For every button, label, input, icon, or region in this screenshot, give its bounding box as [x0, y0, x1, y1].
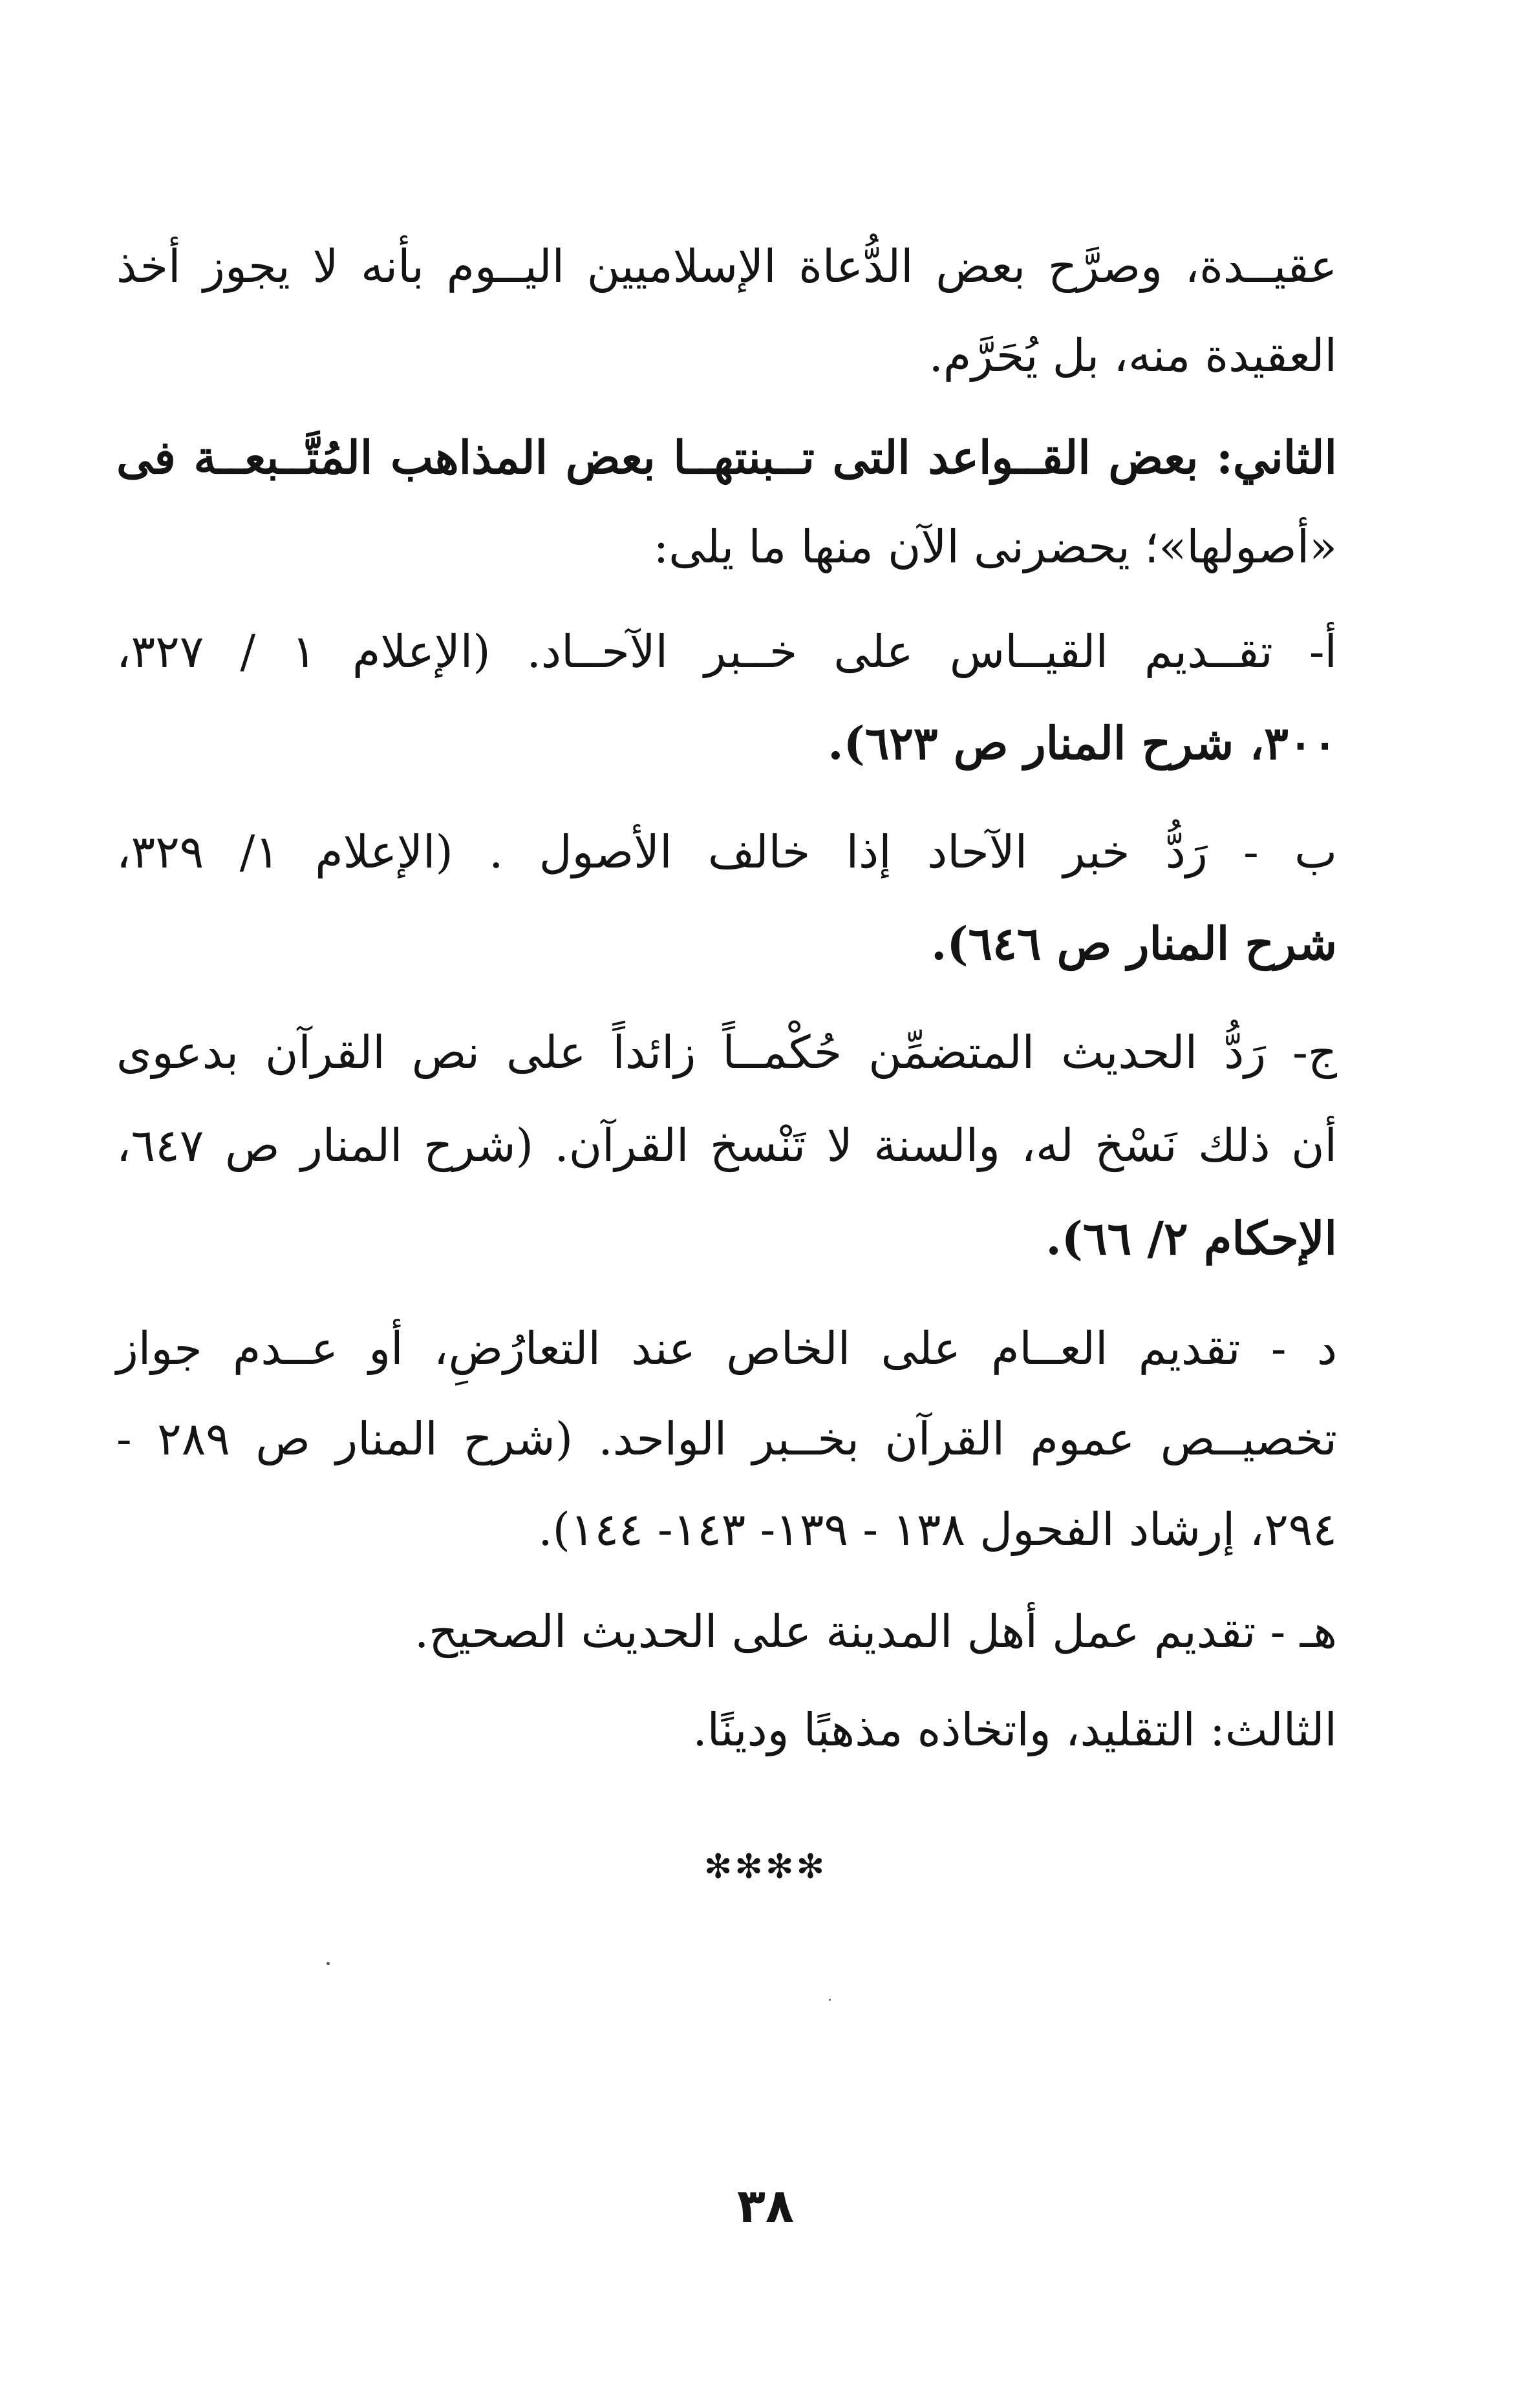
- text-line-5: أ- تقــديم القيــاس على خــبر الآحــاد. (الإعلام ١ / ٣٢٧،: [116, 625, 1337, 678]
- section-divider-asterisks: ✻✻✻✻: [703, 1848, 828, 1886]
- text-line-9: ج- رَدُّ الحديث المتضمِّن حُكْمــاً زائداً على نص القرآن بدعوى: [116, 1026, 1337, 1079]
- text-line-11: الإحكام ٢/ ٦٦).: [1045, 1211, 1337, 1265]
- text-line-3: الثاني: بعض القــواعد التى تــبنتهــا بعض المذاهب المُتَّــبعــة فى: [116, 431, 1337, 484]
- text-line-6: ٣٠٠، شرح المنار ص ٦٢٣).: [828, 716, 1337, 770]
- text-line-2: العقيدة منه، بل يُحَرَّم.: [928, 329, 1337, 382]
- text-line-14: ٢٩٤، إرشاد الفحول ١٣٨ - ١٣٩- ١٤٣- ١٤٤).: [538, 1503, 1337, 1556]
- scan-speck: [327, 1962, 330, 1965]
- text-line-10: أن ذلك نَسْخ له، والسنة لا تَنْسخ القرآن. (شرح المنار ص ٦٤٧،: [116, 1119, 1337, 1172]
- text-line-4: «أصولها»؛ يحضرنى الآن منها ما يلى:: [653, 520, 1337, 573]
- text-line-8: شرح المنار ص ٦٤٦).: [931, 917, 1337, 970]
- text-line-1: عقيــدة، وصرَّح بعض الدُّعاة الإسلاميين اليــوم بأنه لا يجوز أخذ: [116, 240, 1337, 293]
- text-line-15: هـ - تقديم عمل أهل المدينة على الحديث الصحيح.: [414, 1605, 1337, 1658]
- text-line-13: تخصيــص عموم القرآن بخــبر الواحد. (شرح المنار ص ٢٨٩ -: [116, 1412, 1337, 1465]
- text-line-7: ب - رَدُّ خبر الآحاد إذا خالف الأصول . (الإعلام ١/ ٣٢٩،: [116, 826, 1337, 879]
- text-line-12: د - تقديم العــام على الخاص عند التعارُضِ، أو عــدم جواز: [116, 1322, 1337, 1375]
- scan-speck: [829, 1999, 831, 2001]
- text-line-16: الثالث: التقليد، واتخاذه مذهبًا ودينًا.: [692, 1703, 1337, 1756]
- page-number: ٣٨: [737, 2179, 794, 2233]
